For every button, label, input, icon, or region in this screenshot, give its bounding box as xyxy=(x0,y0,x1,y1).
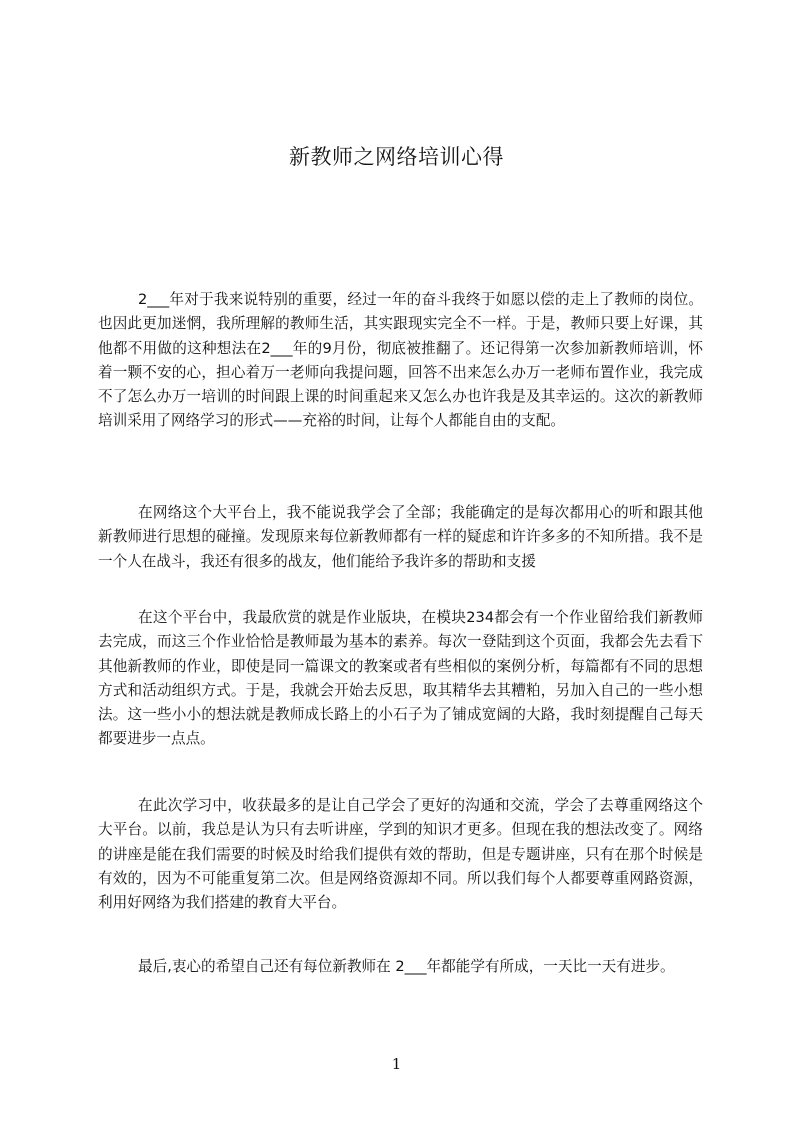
page-number: 1 xyxy=(391,1055,402,1073)
paragraph-1: 2___年对于我来说特别的重要，经过一年的奋斗我终于如愿以偿的走上了教师的岗位。也因此更加迷惘，我所理解的教师生活，其实跟现实完全不一样。于是，教师只要上好课，其他都不用做的这种想法在2___年的9月份，彻底被推翻了。还记得第一次参加新教师培训，怀着一颗不安的心，担心着万一老师向我提问题，回答不出来怎么办万一老师布置作业，我完成不了怎么办万一培训的时间跟上课的时间重起来又怎么办也许我是及其幸运的。这次的新教师培训采用了网络学习的形式——充裕的时间，让每个人都能自由的支配。 xyxy=(98,291,703,430)
paragraph-4: 在此次学习中，收获最多的是让自己学会了更好的沟通和交流，学会了去尊重网络这个大平台。以前，我总是认为只有去听讲座，学到的知识才更多。但现在我的想法改变了。网络的讲座是能在我们需要的时候及时给我们提供有效的帮助，但是专题讲座，只有在那个时候是有效的，因为不可能重复第二次。但是网络资源却不同。所以我们每个人都要尊重网路资源，利用好网络为我们搭建的教育大平台。 xyxy=(98,797,703,912)
document-title: 新教师之网络培训心得 xyxy=(289,145,504,169)
paragraph-5: 最后,衷心的希望自己还有每位新教师在 2___年都能学有所成，一天比一天有进步。 xyxy=(138,958,675,975)
paragraph-2: 在网络这个大平台上，我不能说我学会了全部；我能确定的是每次都用心的听和跟其他新教师进行思想的碰撞。发现原来每位新教师都有一样的疑虑和许许多多的不知所措。我不是一个人在战斗，我还有很多的战友，他们能给予我许多的帮助和支援 xyxy=(98,504,703,570)
paragraph-3: 在这个平台中，我最欣赏的就是作业版块，在模块234都会有一个作业留给我们新教师去完成，而这三个作业恰恰是教师最为基本的素养。每次一登陆到这个页面，我都会先去看下其他新教师的作业，即使是同一篇课文的教案或者有些相似的案例分析，每篇都有不同的思想方式和活动组织方式。于是，我就会开始去反思，取其精华去其糟粕，另加入自己的一些小想法。这一些小小的想法就是教师成长路上的小石子为了铺成宽阔的大路，我时刻提醒自己每天都要进步一点点。 xyxy=(98,609,703,748)
